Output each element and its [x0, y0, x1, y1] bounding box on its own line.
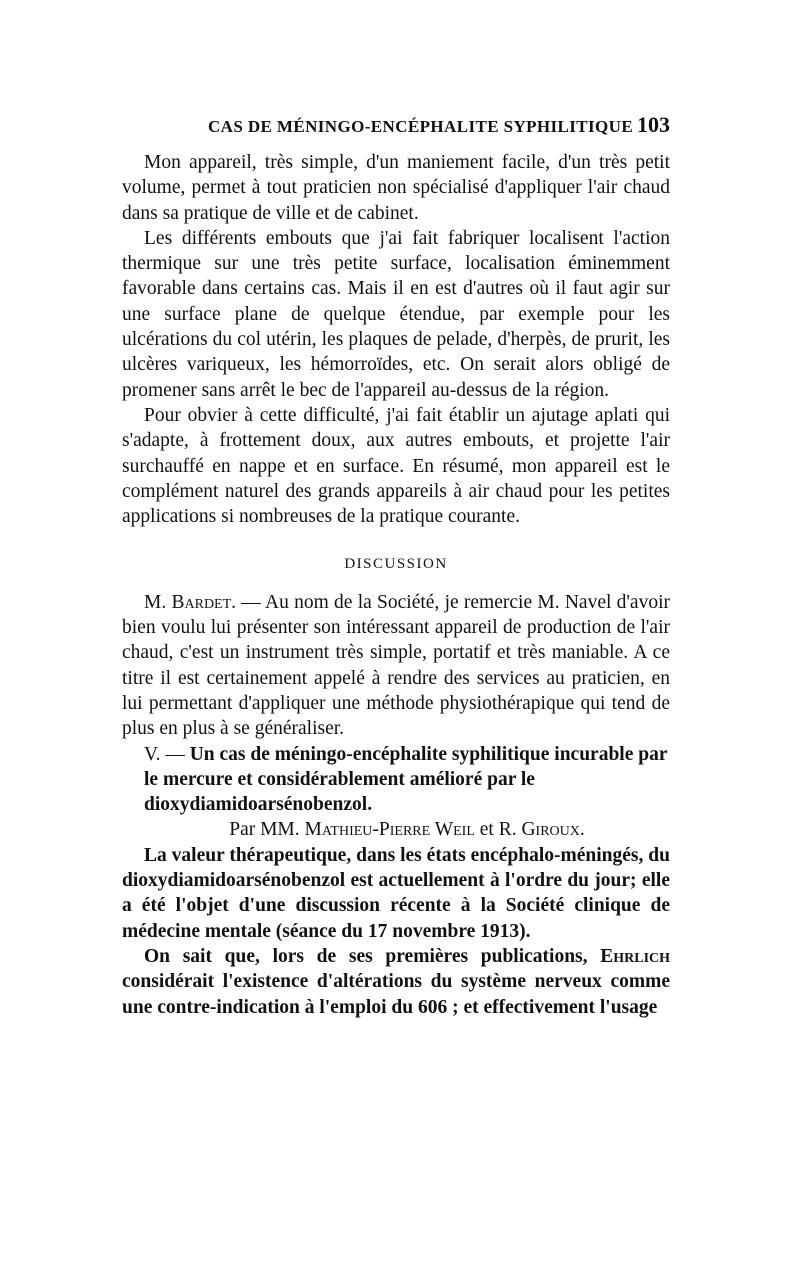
- body-text: [122, 150, 670, 1020]
- authors-line: [122, 817, 670, 842]
- authors-end: .: [579, 819, 585, 841]
- paragraph: Pour obvier à cette difficulté, j'ai fait établir un ajutage aplati qui s'adapte, à frottement doux, aux autres embouts, et projette l'air surchauffé en nappe et en surface. En résumé, mon appareil est le complément naturel des grands appareils à air chaud pour les petites applications si nombreuses de la pratique courante.: [122, 404, 670, 528]
- discussion-paragraph: [122, 590, 670, 742]
- section-number: V. —: [144, 743, 185, 765]
- page-header: [122, 112, 670, 138]
- p2-end: considérait l'existence d'altérations du système nerveux comme une contre-indication à l'emploi du 606 ; et effectivement l'usage: [122, 971, 670, 1018]
- section-paragraph: [122, 944, 670, 1020]
- section-title: [122, 742, 670, 818]
- authors-prefix: Par MM.: [229, 819, 300, 841]
- discussion-heading: DISCUSSION: [344, 556, 448, 573]
- section-title-text: Un cas de méningo-encéphalite syphilitique incurable par le mercure et considérablement amélioré par le dioxydiamidoarsénobenzol.: [144, 743, 668, 816]
- speaker-name: Bardet: [171, 591, 232, 613]
- cited-name: Ehrlich: [600, 945, 671, 967]
- authors-joiner: et R.: [479, 819, 517, 841]
- author-2: Giroux: [521, 819, 580, 841]
- paragraph: Les différents embouts que j'ai fait fabriquer localisent l'action thermique sur une très petite surface, localisation éminemment favorable dans certains cas. Mais il en est d'autres où il faut agir sur une surface plane de quelque étendue, par exemple pour les ulcérations du col utérin, les plaques de pelade, d'herpès, de prurit, les ulcères variqueux, les hémorroïdes, etc. On serait alors obligé de promener sans arrêt le bec de l'appareil au-dessus de la région.: [122, 227, 670, 401]
- page-number: 103: [637, 112, 670, 137]
- paragraph: Mon appareil, très simple, d'un maniement facile, d'un très petit volume, permet à tout praticien non spécialisé d'appliquer l'air chaud dans sa pratique de ville et de cabinet.: [122, 152, 670, 224]
- p2-start: On sait que, lors de ses premières publications,: [144, 945, 588, 967]
- section-paragraph: La valeur thérapeutique, dans les états encéphalo-méningés, du dioxydiamidoarsénobenzol est actuellement à l'ordre du jour; elle a été l'objet d'une discussion récente à la Société clinique de médecine mentale (séance du 17 novembre 1913).: [122, 844, 670, 942]
- running-title: CAS DE MÉNINGO-ENCÉPHALITE SYPHILITIQUE: [208, 117, 634, 136]
- author-1: Mathieu-Pierre Weil: [304, 819, 475, 841]
- discussion-text: . — Au nom de la Société, je remercie M. Navel d'avoir bien voulu lui présenter son intéressant appareil de production de l'air chaud, c'est un instrument très simple, portatif et très maniable. A ce titre il est certainement appelé à rendre des services au praticien, en lui permettant d'appliquer une méthode physiothérapique qui tend de plus en plus à se généraliser.: [122, 591, 670, 740]
- speaker-prefix: M.: [144, 591, 167, 613]
